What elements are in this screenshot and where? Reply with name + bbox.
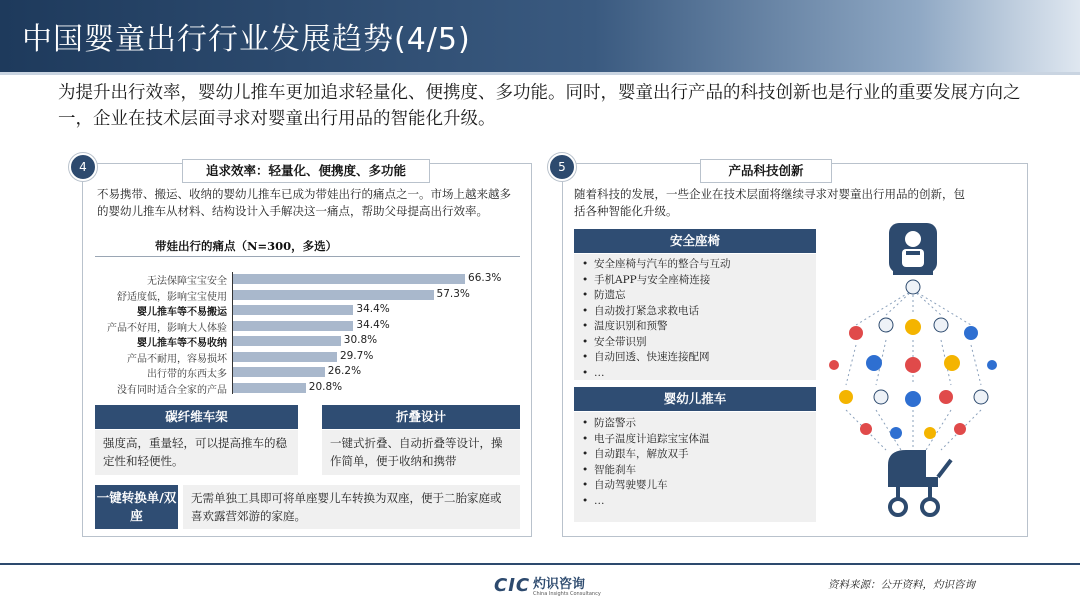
bullet-icon: • [582,463,589,476]
car-seat-icon [889,223,937,275]
bar-label: 没有同时适合全家的产品 [117,384,227,396]
bar-value-label: 20.8% [308,380,343,393]
folding-design-title: 折叠设计 [322,405,520,429]
list-item-text: 自动跟车，解放双手 [594,448,689,460]
list-item [582,319,808,335]
list-item [582,335,808,351]
bar [233,305,353,315]
bullet-icon: • [582,304,589,317]
right-panel-description: 随着科技的发展，一些企业在技术层面将继续寻求对婴童出行用品的创新，包括各种智能化升级。 [574,187,965,218]
list-item [582,350,808,366]
bar-label: 无法保障宝宝安全 [147,276,227,287]
folding-design-body: 一键式折叠、自动折叠等设计，操作简单，便于收纳和携带 [322,430,520,475]
list-item-text: 智能刹车 [594,463,636,476]
seat-convert-title: 一键转换单/双座 [95,485,178,529]
safety-seat-title: 安全座椅 [574,229,816,253]
list-item [582,494,808,510]
bullet-icon: • [582,448,589,460]
bar [233,352,337,362]
bar-value-label: 26.2% [327,365,362,377]
chart-title: 带娃出行的痛点（N=300，多选） [155,239,338,253]
bar [233,290,434,300]
bullet-icon: • [582,366,589,379]
chart-top-rule [95,256,520,257]
pain-points-chart [90,270,520,398]
bar-label: 舒适度低，影响宝宝使用 [117,291,227,303]
carbon-frame-title: 碳纤维车架 [95,405,298,429]
bar-label: 产品不好用，影响大人体验 [107,322,227,334]
list-item [582,304,808,320]
list-item-text: 自动拨打紧急求救电话 [594,304,699,317]
bar-value-label: 66.3% [468,272,502,284]
bar [233,321,353,331]
right-panel-badge: 5 [548,153,576,181]
bullet-icon: • [582,417,589,429]
safety-seat-list [574,254,816,380]
page-title: 中国婴童出行行业发展趋势(4/5) [22,22,471,57]
list-item-text: … [594,366,605,379]
left-panel-badge: 4 [69,153,97,181]
bar [233,383,306,393]
bar-value-label: 30.8% [343,334,378,346]
stroller-list [574,412,816,522]
bar-value-label: 34.4% [356,318,390,331]
source-note: 资料来源：公开资料，灼识咨询 [828,579,975,591]
bar-label: 婴儿推车等不易收纳 [137,338,227,349]
stroller-icon [888,450,951,515]
bar [233,336,341,346]
list-item [582,257,808,273]
smart-baby-illustration [826,215,1006,525]
bullet-icon: • [582,320,589,332]
list-item [582,463,808,479]
bar-value-label: 29.7% [339,349,374,362]
title-divider [0,72,1080,75]
list-item-text: 电子温度计追踪宝宝体温 [594,432,710,445]
list-item-text: … [594,494,605,507]
bullet-icon: • [582,494,589,507]
list-item-text: 防盗警示 [594,417,636,429]
company-logo-mark: CIC [494,575,531,596]
list-item-text: 安全带识别 [594,335,647,348]
list-item-text: 安全座椅与汽车的整合与互动 [594,258,731,270]
list-item-text: 防遗忘 [594,289,626,301]
list-item [582,416,808,432]
list-item [582,273,808,289]
carbon-frame-body: 强度高，重量轻，可以提高推车的稳定性和轻便性。 [95,430,298,475]
bullet-icon: • [582,273,589,286]
list-item [582,447,808,463]
bullet-icon: • [582,351,589,363]
list-item [582,478,808,494]
bullet-icon: • [582,335,589,348]
footer-divider [0,563,1080,565]
bar-label: 婴儿推车等不易搬运 [137,307,227,318]
seat-convert-body: 无需单独工具即可将单座婴儿车转换为双座，便于二胎家庭或喜欢露营郊游的家庭。 [183,485,520,529]
bar-value-label: 57.3% [436,287,470,300]
list-item-text: 手机APP与安全座椅连接 [594,273,711,286]
right-panel-title: 产品科技创新 [700,159,832,183]
bullet-icon: • [582,432,589,445]
bullet-icon: • [582,258,589,270]
bar-label: 出行带的东西太多 [147,369,227,380]
list-item-text: 自动驾驶婴儿车 [594,479,668,491]
list-item [582,432,808,448]
stroller-title: 婴幼儿推车 [574,387,816,411]
intro-text: 为提升出行效率，婴幼儿推车更加追求轻量化、便携度、多功能。同时，婴童出行产品的科技创新也是行业的重要发展方向之一，企业在技术层面寻求对婴童出行用品的智能化升级。 [58,83,1021,129]
company-logo-text: 灼识咨询 [533,577,586,592]
company-logo-subtitle: China Insights Consultancy [533,591,601,597]
bullet-icon: • [582,289,589,301]
bar-value-label: 34.4% [356,303,390,315]
left-panel-title: 追求效率：轻量化、便携度、多功能 [182,159,430,183]
list-item-text: 温度识别和预警 [594,320,668,332]
left-panel-description: 不易携带、搬运、收纳的婴幼儿推车已成为带娃出行的痛点之一。市场上越来越多的婴幼儿推车从材料、结构设计入手解决这一痛点，帮助父母提高出行效率。 [97,187,511,218]
bar [233,274,465,284]
list-item [582,366,808,382]
list-item [582,288,808,304]
bar [233,367,325,377]
bar-label: 产品不耐用，容易损坏 [127,353,227,365]
bullet-icon: • [582,479,589,491]
list-item-text: 自动回透、快速连接配网 [594,351,710,363]
